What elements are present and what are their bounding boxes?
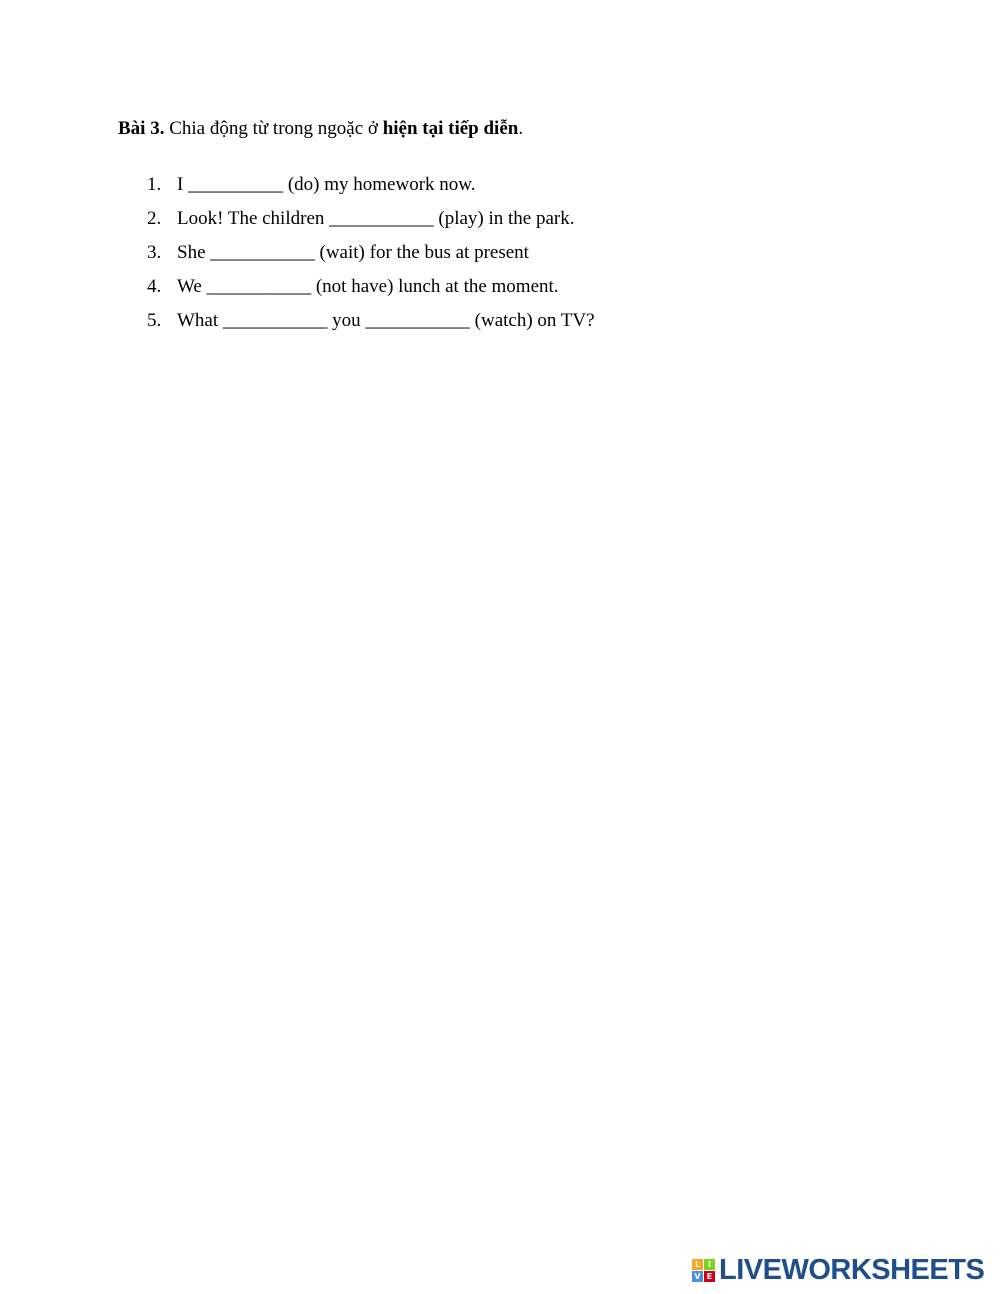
brand-name: LIVEWORKSHEETS (719, 1254, 985, 1286)
question-number: 4. (147, 276, 162, 297)
question-number: 3. (147, 242, 162, 263)
question-text: Look! The children ___________ (play) in the park. (177, 208, 575, 229)
logo-tile-e: E (704, 1271, 715, 1282)
question-text: What ___________ you ___________ (watch) on TV? (177, 310, 595, 331)
question-number: 1. (147, 174, 162, 195)
exercise-label: Bài 3. (118, 118, 165, 139)
liveworksheets-brand (692, 1256, 984, 1284)
question-text: We ___________ (not have) lunch at the moment. (177, 276, 559, 297)
question-number: 2. (147, 208, 162, 229)
exercise-period: . (518, 118, 524, 139)
exercise-instruction: Chia động từ trong ngoặc ở (164, 118, 383, 139)
logo-tile-l: L (692, 1259, 703, 1270)
exercise-heading (118, 116, 523, 142)
exercise-emphasis: hiện tại tiếp diễn (382, 118, 519, 139)
question-number: 5. (147, 310, 162, 331)
logo-tile-v: V (692, 1271, 703, 1282)
liveworksheets-logo-icon (692, 1259, 715, 1282)
question-text: I __________ (do) my homework now. (177, 174, 476, 195)
logo-tile-i: I (704, 1259, 715, 1270)
question-text: She ___________ (wait) for the bus at present (177, 242, 529, 263)
